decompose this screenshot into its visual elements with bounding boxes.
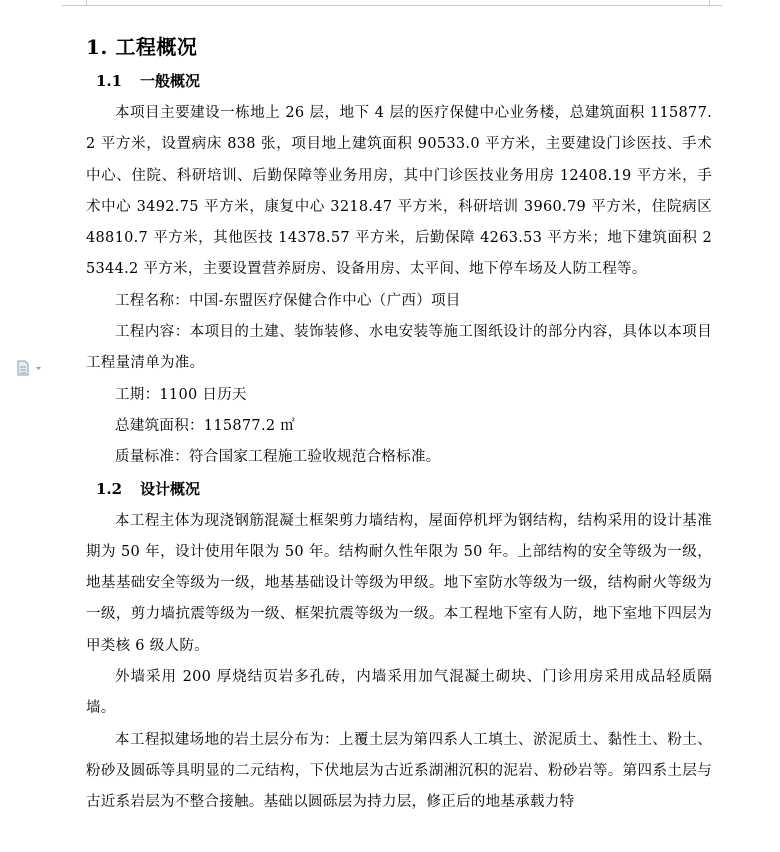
subsection-title: 一般概况 <box>140 72 201 90</box>
section-heading <box>86 30 712 64</box>
paragraph-geology: 本工程拟建场地的岩土层分布为：上覆土层为第四系人工填土、淤泥质土、黏性土、粉土、粉砂及圆砾等具明显的二元结构，下伏地层为古近系湖湘沉积的泥岩、粉砂岩等。第四系土层与古近系岩层为不整合接触。基础以圆砾层为持力层，修正后的地基承载力特 <box>86 731 712 811</box>
paragraph-walls: 外墙采用 200 厚烧结页岩多孔砖，内墙采用加气混凝土砌块、门诊用房采用成品轻质隔墙。 <box>86 669 712 717</box>
paragraph-total-area: 总建筑面积：115877.2 ㎡ <box>115 417 296 434</box>
subsection-number: 1.1 <box>96 72 123 90</box>
paragraph-options-icon[interactable] <box>16 360 46 376</box>
margin-mark-left <box>86 0 87 6</box>
section-number: 1. <box>86 35 108 59</box>
section-title: 工程概况 <box>115 35 198 59</box>
paragraph-quality: 质量标准：符合国家工程施工验收规范合格标准。 <box>115 449 441 466</box>
page-top-border <box>62 5 722 6</box>
paragraph-project-content: 工程内容：本项目的土建、装饰装修、水电安装等施工图纸设计的部分内容，具体以本项目工程量清单为准。 <box>86 324 712 372</box>
subsection-heading-design <box>96 476 712 502</box>
document-page <box>86 30 712 819</box>
subsection-title: 设计概况 <box>140 479 201 498</box>
paragraph-project-name: 工程名称：中国-东盟医疗保健合作中心（广西）项目 <box>115 292 461 309</box>
paragraph-structure: 本工程主体为现浇钢筋混凝土框架剪力墙结构，屋面停机坪为钢结构，结构采用的设计基准期为 50 年，设计使用年限为 50 年。结构耐久性年限为 50 年。上部结构的安全等级为一级，地基基础安全等级为一级，地基基础设计等级为甲级。地下室防水等级为一级，结构耐火等级为一级，剪力墙抗震等级为一级、框架抗震等级为一级。本工程地下室有人防，地下室地下四层为甲类核 6 级人防。 <box>86 512 712 654</box>
paragraph-duration: 工期：1100 日历天 <box>115 386 247 403</box>
subsection-heading-general <box>96 68 712 94</box>
subsection-number: 1.2 <box>96 479 123 498</box>
paragraph-project-intro: 本项目主要建设一栋地上 26 层，地下 4 层的医疗保健中心业务楼，总建筑面积 115877.2 平方米，设置病床 838 张，项目地上建筑面积 90533.0 平方米，主要建设门诊医技、手术中心、住院、科研培训、后勤保障等业务用房，其中门诊医技业务用房 12408.19 平方米，手术中心 3492.75 平方米，康复中心 3218.47 平方米，科研培训 3960.79 平方米，住院病区 48810.7 平方米，其他医技 14378.57 平方米，后勤保障 4263.53 平方米；地下建筑面积 25344.2 平方米，主要设置营养厨房、设备用房、太平间、地下停车场及人防工程等。 <box>86 105 712 278</box>
margin-mark-right <box>709 0 710 6</box>
